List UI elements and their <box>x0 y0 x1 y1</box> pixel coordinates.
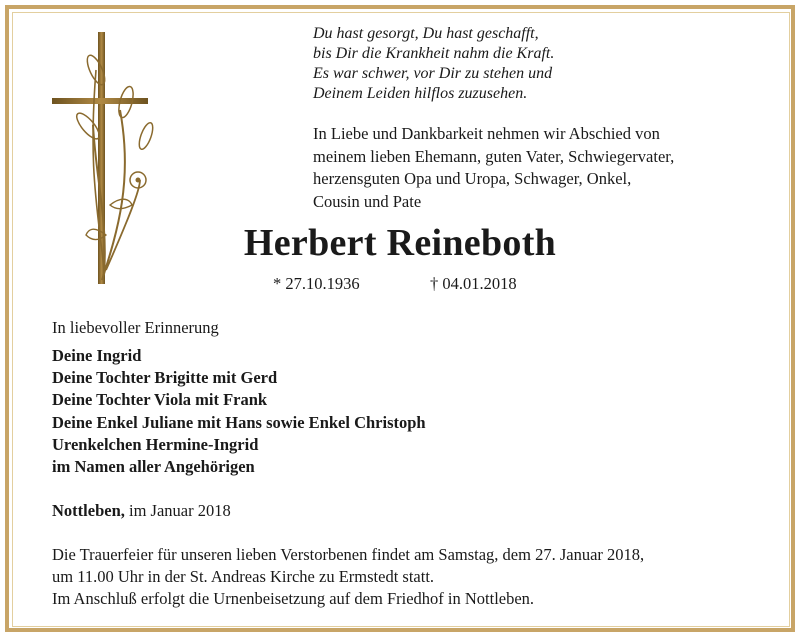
intro-line: In Liebe und Dankbarkeit nehmen wir Abschied von <box>313 124 660 143</box>
place-date <box>52 500 231 522</box>
family-member: im Namen aller Angehörigen <box>52 457 255 477</box>
month-year: im Januar 2018 <box>124 501 231 520</box>
family-list <box>52 345 426 478</box>
poem-line: bis Dir die Krankheit nahm die Kraft. <box>313 45 555 62</box>
intro-line: Cousin und Pate <box>313 191 422 211</box>
intro-line: herzensguten Opa und Uropa, Schwager, Onkel, <box>313 169 632 188</box>
intro-text <box>313 123 674 213</box>
poem-line: Es war schwer, vor Dir zu stehen und <box>313 65 553 82</box>
funeral-line: um 11.00 Uhr in der St. Andreas Kirche zu Ermstedt statt. <box>52 567 435 586</box>
town: Nottleben, <box>52 501 125 520</box>
funeral-line: Die Trauerfeier für unseren lieben Verstorbenen findet am Samstag, dem 27. Januar 2018, <box>52 545 645 564</box>
deceased-name: Herbert Reineboth <box>243 222 557 264</box>
family-member: Urenkelchen Hermine-Ingrid <box>52 434 259 454</box>
family-member: Deine Tochter Brigitte mit Gerd <box>52 368 278 388</box>
family-member: Deine Enkel Juliane mit Hans sowie Enkel Christoph <box>52 412 426 432</box>
intro-line: meinem lieben Ehemann, guten Vater, Schwiegervater, <box>313 146 675 166</box>
memory-line: In liebevoller Erinnerung <box>52 318 219 337</box>
poem-line: Deinem Leiden hilflos zuzusehen. <box>313 85 528 102</box>
birth-date: * 27.10.1936 <box>273 274 360 293</box>
family-member: Deine Tochter Viola mit Frank <box>52 390 268 410</box>
death-date: † 04.01.2018 <box>430 274 517 293</box>
funeral-line: Im Anschluß erfolgt die Urnenbeisetzung auf dem Friedhof in Nottleben. <box>52 589 535 608</box>
poem <box>313 24 554 104</box>
poem-line: Du hast gesorgt, Du hast geschafft, <box>313 25 539 42</box>
funeral-info <box>52 544 644 610</box>
family-member: Deine Ingrid <box>52 346 142 365</box>
